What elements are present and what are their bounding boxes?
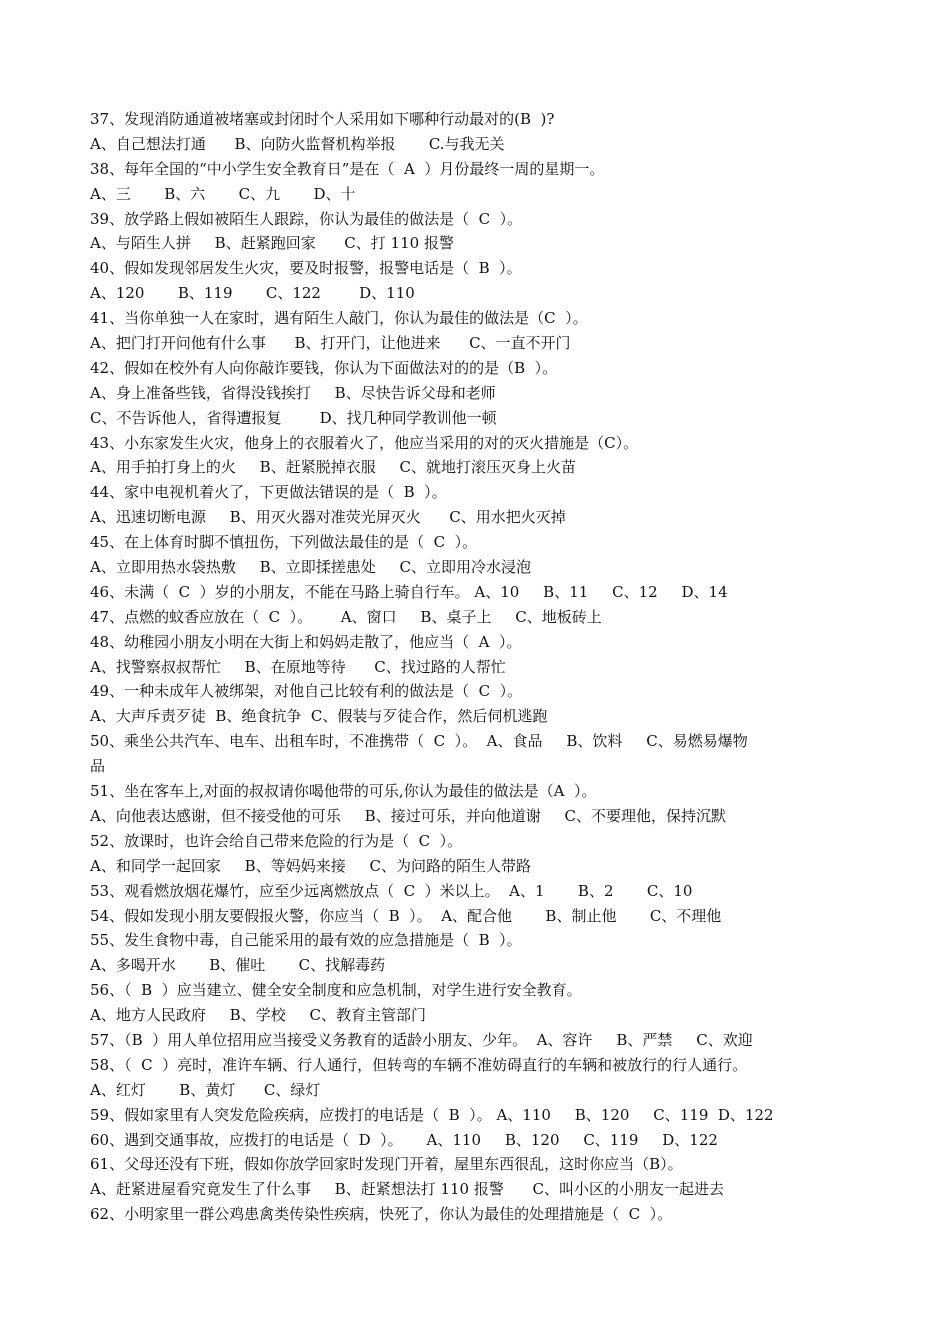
question-line: 61、父母还没有下班，假如你放学回家时发现门开着，屋里东西很乱，这时你应当（B）。 [90, 1155, 683, 1174]
question-line: 55、发生食物中毒，自己能采用的最有效的应急措施是（ B ）。 [90, 931, 522, 950]
question-line: 49、一种未成年人被绑架，对他自己比较有利的做法是（ C ）。 [90, 682, 523, 701]
question-line: 59、假如家里有人突发危险疾病，应拨打的电话是（ B ）。 A、110 B、120 C、119 D、122 [90, 1105, 774, 1124]
question-line: 51、坐在客车上,对面的叔叔请你喝他带的可乐,你认为最佳的做法是（A ）。 [90, 782, 597, 801]
question-line: 37、发现消防通道被堵塞或封闭时个人采用如下哪种行动最对的(B )? [90, 110, 555, 128]
answer-options-line: A、三 B、六 C、九 D、十 [90, 184, 356, 203]
answer-options-line: 品 [90, 757, 106, 776]
answer-options-line: A、地方人民政府 B、学校 C、教育主管部门 [90, 1006, 427, 1025]
answer-options-line: A、大声斥责歹徒 B、绝食抗争 C、假装与歹徒合作，然后伺机逃跑 [90, 707, 548, 726]
question-line: 54、假如发现小朋友要假报火警，你应当（ B ）。 A、配合他 B、制止他 C、不理他 [90, 906, 722, 925]
answer-options-line: A、和同学一起回家 B、等妈妈来接 C、为问路的陌生人带路 [90, 856, 532, 875]
question-list [90, 107, 860, 1227]
answer-options-line: A、把门打开问他有什么事 B、打开门，让他进来 C、一直不开门 [90, 334, 571, 353]
answer-options-line: A、自己想法打通 B、向防火监督机构举报 C.与我无关 [90, 134, 505, 153]
answer-options-line: A、多喝开水 B、催吐 C、找解毒药 [90, 956, 386, 975]
question-line: 58、（ C ）亮时，准许车辆、行人通行，但转弯的车辆不准妨碍直行的车辆和被放行的行人通行。 [90, 1055, 748, 1074]
question-line: 62、小明家里一群公鸡患禽类传染性疾病，快死了，你认为最佳的处理措施是（ C ）。 [90, 1205, 673, 1224]
question-line: 45、在上体育时脚不慎扭伤，下列做法最佳的是（ C ）。 [90, 533, 478, 552]
answer-options-line: A、找警察叔叔帮忙 B、在原地等待 C、找过路的人帮忙 [90, 657, 506, 676]
question-line: 39、放学路上假如被陌生人跟踪，你认为最佳的做法是（ C ）。 [90, 209, 523, 228]
question-line: 44、家中电视机着火了，下更做法错误的是（ B ）。 [90, 483, 447, 502]
answer-options-line: C、不告诉他人，省得遭报复 D、找几种同学教训他一顿 [90, 408, 497, 427]
answer-options-line: A、立即用热水袋热敷 B、立即揉搓患处 C、立即用冷水浸泡 [90, 558, 532, 577]
question-line: 47、点燃的蚊香应放在（ C ）。 A、窗口 B、桌子上 C、地板砖上 [90, 607, 602, 626]
question-line: 46、未满（ C ）岁的小朋友，不能在马路上骑自行车。 A、10 B、11 C、12 D、14 [90, 582, 728, 601]
question-line: 38、每年全国的“中小学生安全教育日”是在（ A ）月份最终一周的星期一。 [90, 159, 605, 178]
question-line: 56、（ B ）应当建立、健全安全制度和应急机制，对学生进行安全教育。 [90, 981, 582, 1000]
question-line: 40、假如发现邻居发生火灾，要及时报警，报警电话是（ B ）。 [90, 259, 522, 278]
question-line: 41、当你单独一人在家时，遇有陌生人敲门，你认为最佳的做法是（C ）。 [90, 309, 588, 328]
answer-options-line: A、身上准备些钱，省得没钱挨打 B、尽快告诉父母和老师 [90, 383, 496, 402]
answer-options-line: A、迅速切断电源 B、用灭火器对准荧光屏灭火 C、用水把火灭掉 [90, 508, 566, 527]
answer-options-line: A、与陌生人拼 B、赶紧跑回家 C、打 110 报警 [90, 234, 454, 253]
question-line: 43、小东家发生火灾，他身上的衣服着火了，他应当采用的对的灭火措施是（C）。 [90, 433, 639, 452]
answer-options-line: A、用手拍打身上的火 B、赶紧脱掉衣服 C、就地打滚压灭身上火苗 [90, 458, 577, 477]
answer-options-line: A、120 B、119 C、122 D、110 [90, 284, 415, 303]
question-line: 60、遇到交通事故，应拨打的电话是（ D ）。 A、110 B、120 C、119 D、122 [90, 1130, 718, 1149]
answer-options-line: A、赶紧进屋看究竟发生了什么事 B、赶紧想法打 110 报警 C、叫小区的小朋友一起进去 [90, 1180, 724, 1199]
answer-options-line: A、向他表达感谢，但不接受他的可乐 B、接过可乐，并向他道谢 C、不要理他，保持沉默 [90, 806, 727, 825]
question-line: 50、乘坐公共汽车、电车、出租车时，不准携带（ C ）。 A、食品 B、饮料 C、易燃易爆物 [90, 732, 748, 751]
question-line: 57、（B ）用人单位招用应当接受义务教育的适龄小朋友、少年。 A、容许 B、严禁 C、欢迎 [90, 1030, 753, 1049]
question-line: 52、放课时，也许会给自己带来危险的行为是（ C ）。 [90, 831, 463, 850]
question-line: 42、假如在校外有人向你敲诈要钱，你认为下面做法对的的是（B ）。 [90, 358, 558, 377]
answer-options-line: A、红灯 B、黄灯 C、绿灯 [90, 1080, 321, 1099]
question-line: 48、幼稚园小朋友小明在大街上和妈妈走散了，他应当（ A ）。 [90, 632, 522, 651]
question-line: 53、观看燃放烟花爆竹，应至少远离燃放点（ C ）米以上。 A、1 B、2 C、10 [90, 881, 693, 900]
